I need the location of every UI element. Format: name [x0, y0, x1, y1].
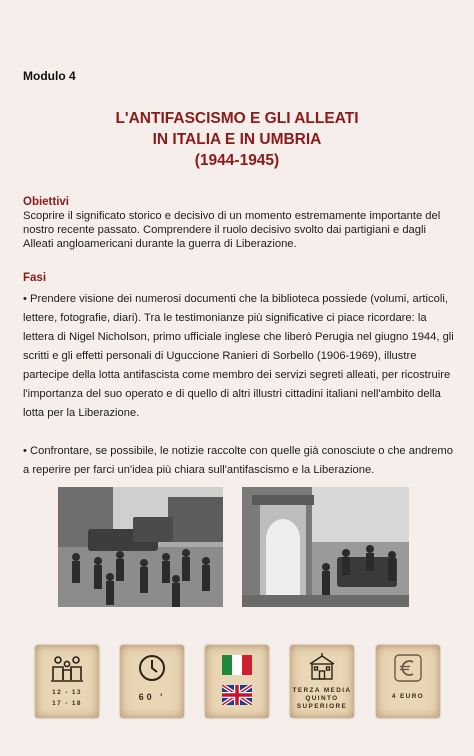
- fasi-text: [23, 290, 455, 480]
- fasi-heading: Fasi: [23, 272, 47, 284]
- obiettivi-heading: Obiettivi: [23, 196, 70, 208]
- languages-card: [205, 645, 269, 718]
- liberation-crowd-photo: [58, 487, 223, 607]
- obiettivi-text: Scoprire il significato storico e decisivo di un momento estremamente importante del nostro recente passato. Comprendere il ruolo decisivo svolto dai partigiani e dagli Alleati angloamericani durante la guerra di Liberazione.: [23, 210, 441, 250]
- age-card: [35, 645, 99, 718]
- school-level-3: SUPERIORE: [296, 703, 348, 710]
- title-line-3: (1944-1945): [194, 152, 280, 169]
- fasi-point-2: • Confrontare, se possibile, le notizie raccolte con quelle già conosciute o che andremo a reperire per farci un'idea più chiara sull'antifascismo e la Liberazione.: [23, 445, 453, 476]
- title-line-1: L'ANTIFASCISMO E GLI ALLEATI: [115, 110, 359, 127]
- module-label: Modulo 4: [23, 69, 76, 83]
- title-line-2: IN ITALIA E IN UMBRIA: [152, 131, 322, 148]
- price-text: 4 EURO: [391, 693, 425, 700]
- page-title: [0, 108, 474, 171]
- age-range-2: 17 - 18: [52, 700, 82, 707]
- family-icon: [35, 653, 99, 685]
- school-level-card: [290, 645, 354, 718]
- euro-icon: [376, 653, 440, 685]
- school-building-icon: [290, 653, 354, 685]
- fasi-point-1: • Prendere visione dei numerosi documenti che la biblioteca possiede (volumi, articoli, lettere, fotografie, diari). Tra le testimonianze più significative ci piace ricordare: la lettera di Nigel Nicholson, primo ufficiale inglese che liberò Perugia nel giugno 1944, gli scritti e gli effetti personali di Uguccione Ranieri di Sorbello (1906-1969), illustre partecipe della lotta antifascista come membro dei servizi segreti alleati, per ricostruire l'importanza del suo operato e di quello di altri illustri cittadini italiani nell'ambito della lotta per la Liberazione.: [23, 293, 454, 419]
- clock-icon: [120, 653, 184, 685]
- price-card: [376, 645, 440, 718]
- age-range-1: 12 - 13: [52, 689, 82, 696]
- duration-text: 60 ': [138, 692, 166, 702]
- uk-flag-icon: [222, 685, 252, 705]
- italy-flag-icon: [222, 655, 252, 675]
- school-level-2: QUINTO: [305, 695, 339, 702]
- duration-card: [120, 645, 184, 718]
- school-level-1: TERZA MEDIA: [292, 687, 352, 694]
- liberation-arch-photo: [242, 487, 409, 607]
